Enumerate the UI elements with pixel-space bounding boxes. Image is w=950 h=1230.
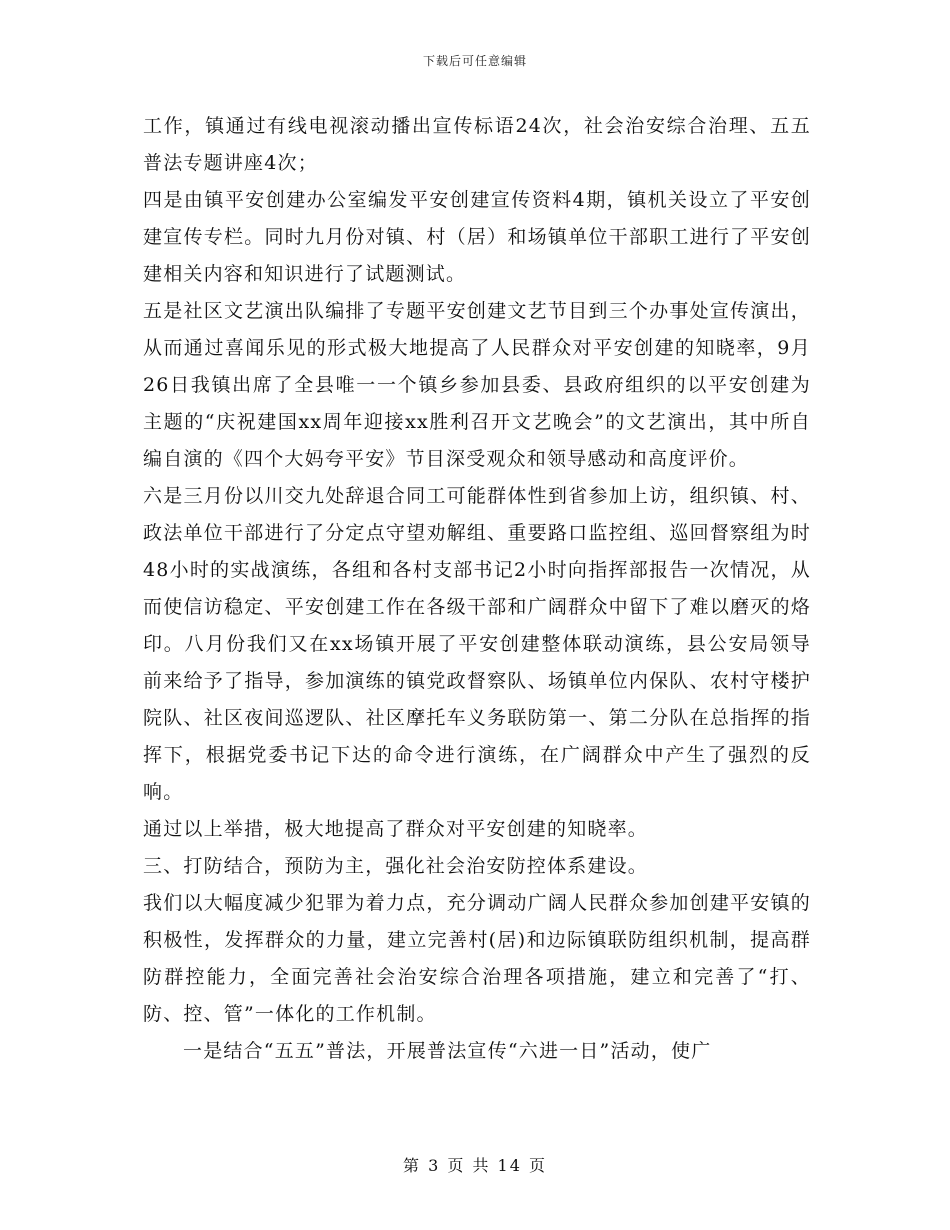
paragraph-4: 六是三月份以川交九处辞退合同工可能群体性到省参加上访，组织镇、村、政法单位干部进行了分定点守望劝解组、重要路口监控组、巡回督察组为时48小时的实战演练，各组和各村支部书记2小时向指挥部报告一次情况，从而使信访稳定、平安创建工作在各级干部和广阔群众中留下了难以磨灭的烙印。八月份我们又在xx场镇开展了平安创建整体联动演练，县公安局领导前来给予了指导，参加演练的镇党政督察队、场镇单位内保队、农村守楼护院队、社区夜间巡逻队、社区摩托车义务联防第一、第二分队在总指挥的指挥下，根据党委书记下达的命令进行演练，在广阔群众中产生了强烈的反响。 [143,485,811,803]
section-heading: 三、打防结合，预防为主，强化社会治安防控体系建设。 [143,855,649,877]
paragraph-1: 工作，镇通过有线电视滚动播出宣传标语24次，社会治安综合治理、五五普法专题讲座4次； [143,115,811,174]
body-text [143,108,811,1070]
paragraph-8: 一是结合“五五”普法，开展普法宣传“六进一日”活动，使广 [183,1040,712,1062]
paragraph-7: 我们以大幅度减少犯罪为着力点，充分调动广阔人民群众参加创建平安镇的积极性，发挥群众的力量，建立完善村(居)和边际镇联防组织机制，提高群防群控能力，全面完善社会治安综合治理各项措施，建立和完善了“打、防、控、管”一体化的工作机制。 [143,892,811,1025]
page-number: 第 3 页 共 14 页 [403,1156,547,1175]
header-note: 下载后可任意编辑 [422,54,527,68]
paragraph-5: 通过以上举措，极大地提高了群众对平安创建的知晓率。 [143,818,649,840]
paragraph-3: 五是社区文艺演出队编排了专题平安创建文艺节目到三个办事处宣传演出，从而通过喜闻乐见的形式极大地提高了人民群众对平安创建的知晓率，9月26日我镇出席了全县唯一一个镇乡参加县委、县政府组织的以平安创建为主题的“庆祝建国xx周年迎接xx胜利召开文艺晚会”的文艺演出，其中所自编自演的《四个大妈夸平安》节目深受观众和领导感动和高度评价。 [143,300,811,470]
paragraph-2: 四是由镇平安创建办公室编发平安创建宣传资料4期，镇机关设立了平安创建宣传专栏。同时九月份对镇、村（居）和场镇单位干部职工进行了平安创建相关内容和知识进行了试题测试。 [143,189,811,285]
